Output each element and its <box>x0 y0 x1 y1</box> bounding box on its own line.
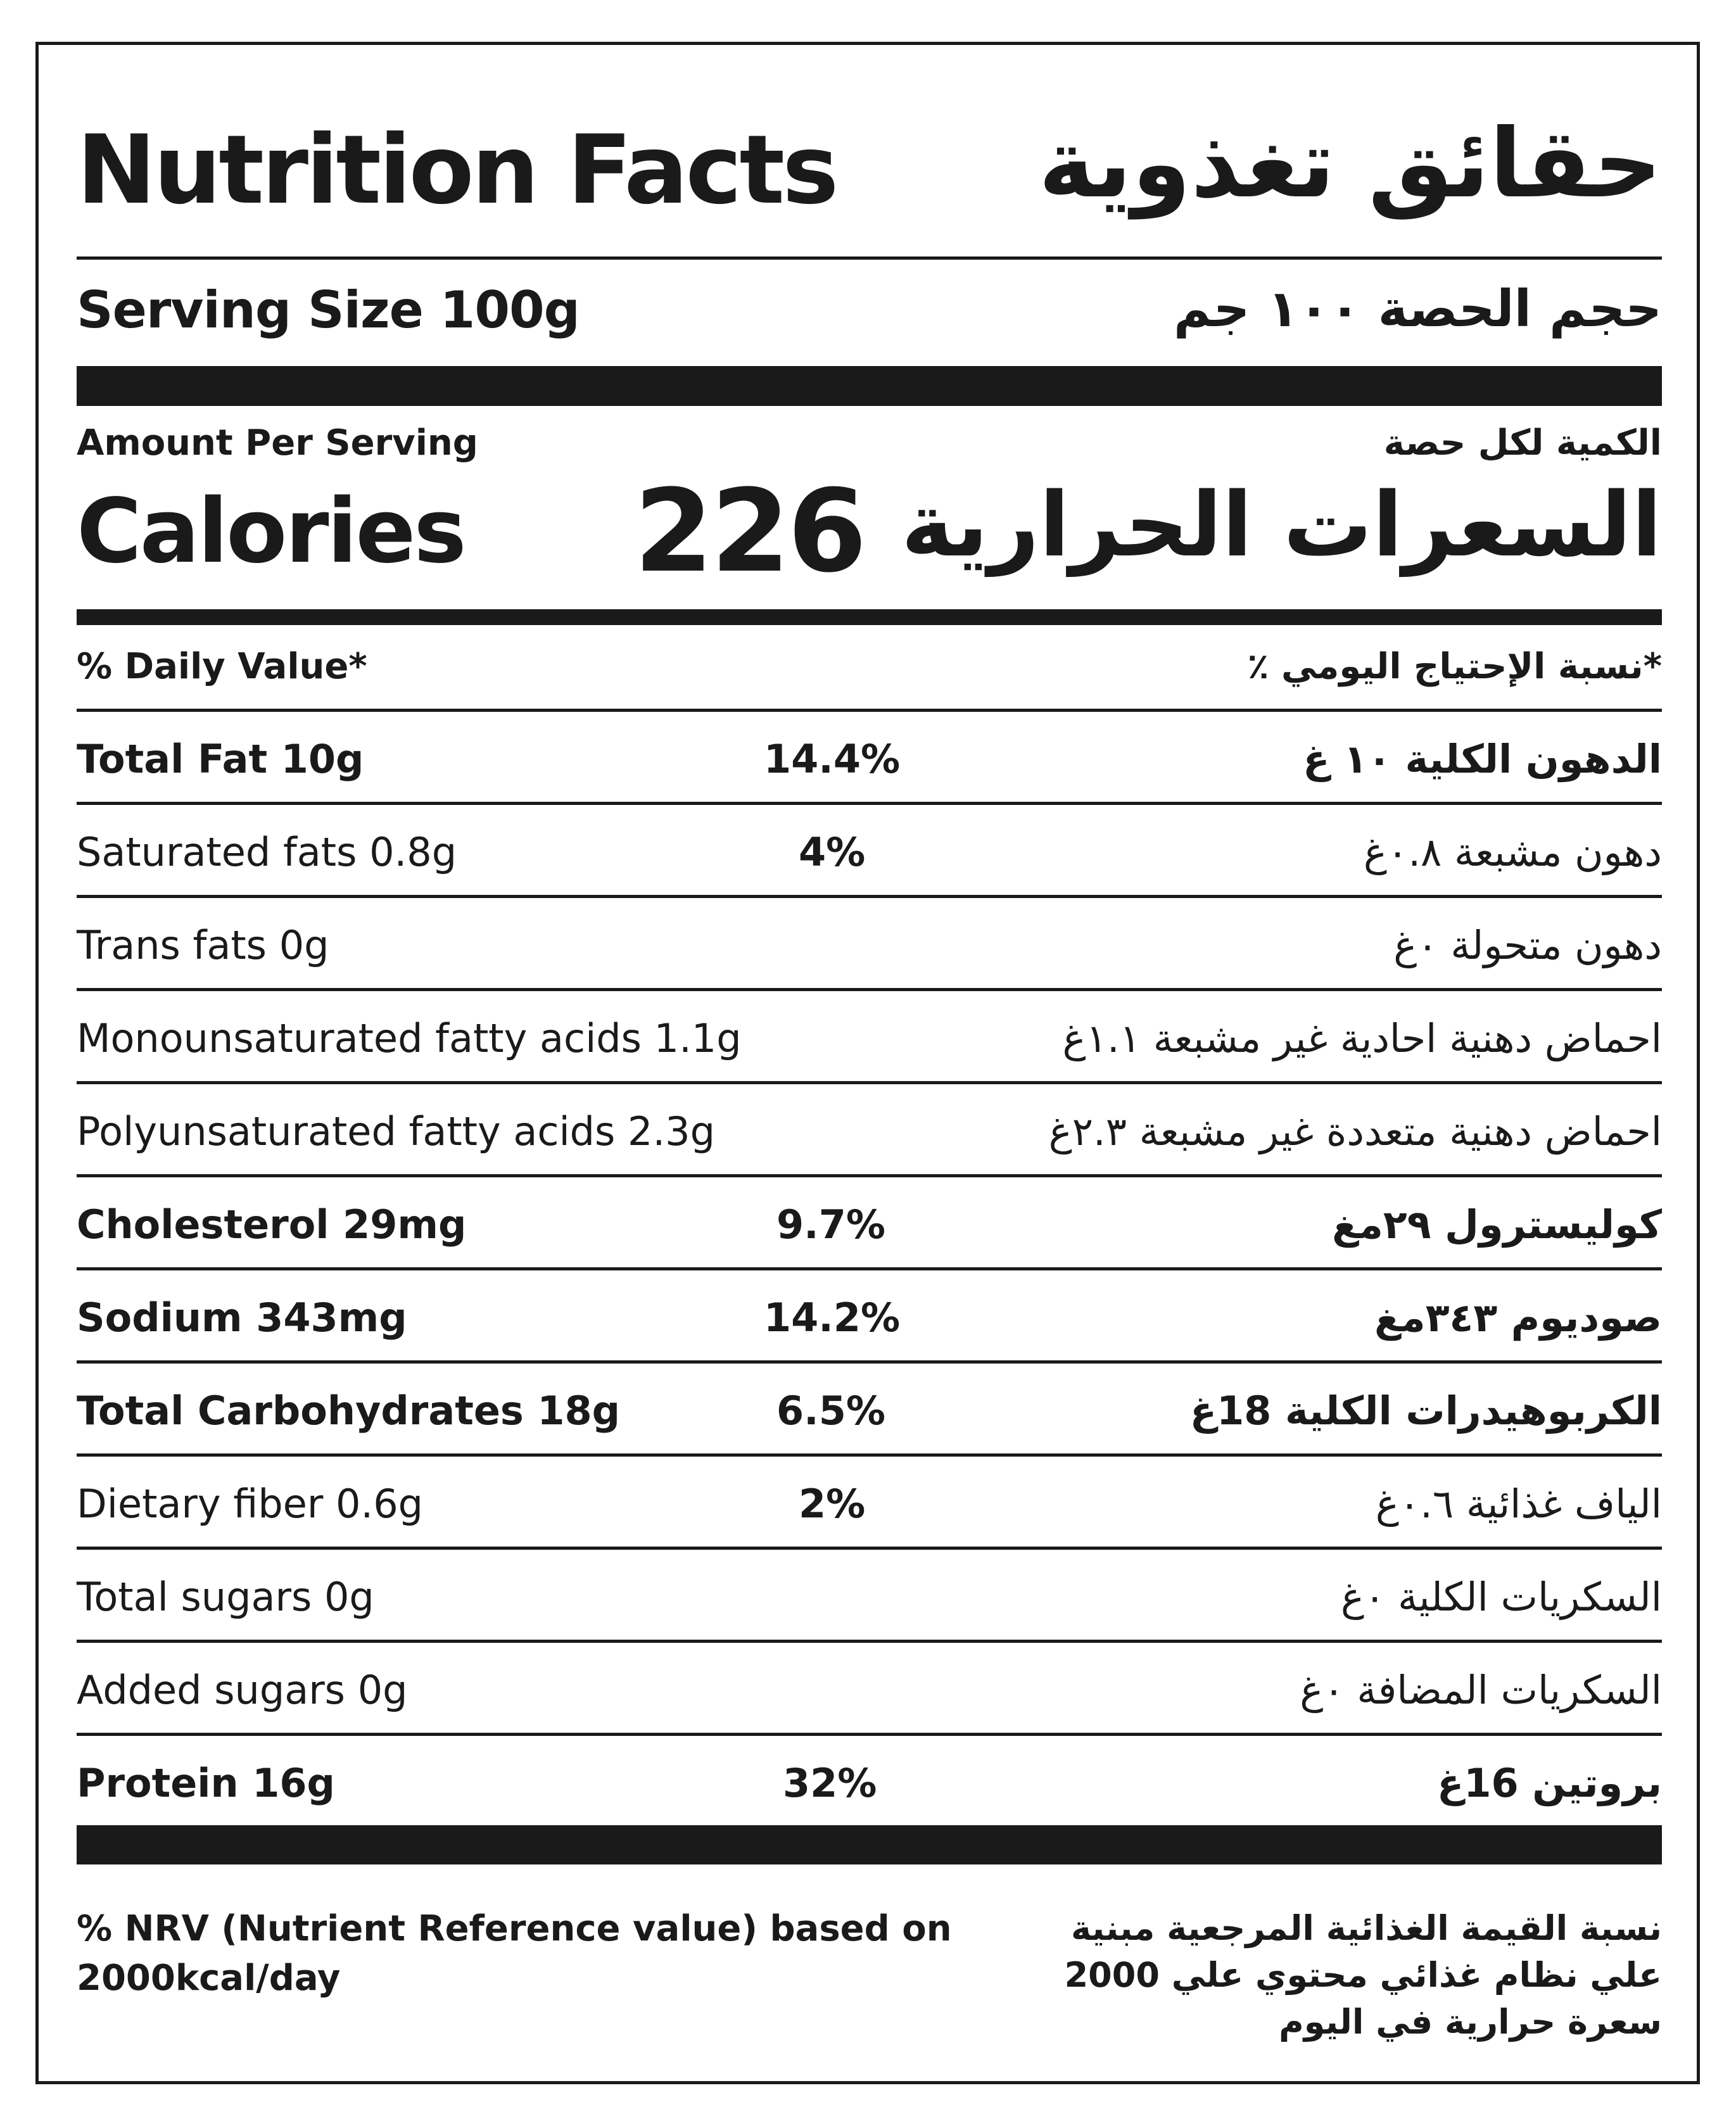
nutrient-name-ar: الياف غذائية ٠.٦غ <box>1375 1481 1662 1527</box>
nutrient-name-ar: السكريات المضافة ٠غ <box>1300 1667 1662 1713</box>
nutrient-row <box>77 1177 1662 1267</box>
nutrient-row <box>77 1643 1662 1733</box>
nutrient-name-ar: الكربوهيدرات الكلية 18غ <box>1189 1388 1662 1434</box>
footnote-block <box>77 1900 1662 2065</box>
title-en: Nutrition Facts <box>77 115 837 225</box>
nutrient-row <box>77 1364 1662 1453</box>
nutrient-percent: 14.2% <box>764 1294 901 1341</box>
nutrient-name-ar: دهون مشبعة ٠.٨غ <box>1364 829 1662 875</box>
nutrient-name-ar: الدهون الكلية ١٠ غ <box>1303 736 1662 782</box>
daily-value-row <box>77 625 1662 711</box>
calories-value: 226 <box>634 465 865 598</box>
nutrient-name-en: Monounsaturated fatty acids 1.1g <box>77 1015 742 1061</box>
nutrient-name-en: Added sugars 0g <box>77 1667 408 1713</box>
nutrient-name-ar: صوديوم ٣٤٣مغ <box>1374 1294 1662 1341</box>
serving-size-ar: حجم الحصة ١٠٠ جم <box>1174 279 1662 338</box>
nutrient-name-en: Dietary fiber 0.6g <box>77 1481 424 1527</box>
title-block <box>77 108 1662 228</box>
medium-divider <box>77 609 1662 625</box>
title-ar: حقائق تغذوية <box>1038 109 1662 219</box>
nutrient-name-ar: احماض دهنية احادية غير مشبعة ١.١غ <box>1062 1015 1662 1061</box>
nutrient-name-en: Protein 16g <box>77 1760 335 1806</box>
calories-label-en: Calories <box>77 480 465 583</box>
nutrient-percent: 6.5% <box>776 1388 885 1434</box>
nutrient-percent: 32% <box>783 1760 877 1806</box>
nutrient-row <box>77 898 1662 988</box>
nutrient-name-en: Total sugars 0g <box>77 1574 374 1620</box>
footnote-ar-line2: علي نظام غذائي محتوي علي 2000 <box>1064 1955 1662 1995</box>
calories-label-ar: السعرات الحرارية <box>901 474 1662 577</box>
nutrient-name-en: Saturated fats 0.8g <box>77 829 457 875</box>
nutrient-name-en: Trans fats 0g <box>77 922 329 968</box>
thick-divider <box>77 1825 1662 1864</box>
nutrient-name-ar: دهون متحولة ٠غ <box>1393 922 1662 968</box>
nutrient-name-en: Sodium 343mg <box>77 1294 407 1341</box>
nutrient-name-ar: السكريات الكلية ٠غ <box>1341 1574 1662 1620</box>
nutrient-row <box>77 712 1662 802</box>
divider <box>77 256 1662 260</box>
nutrient-row <box>77 805 1662 895</box>
amount-per-serving-ar: الكمية لكل حصة <box>1383 422 1662 464</box>
footnote-en-line2: 2000kcal/day <box>77 1958 341 1999</box>
serving-size-row <box>77 279 1662 348</box>
nutrient-name-en: Total Carbohydrates 18g <box>77 1388 621 1434</box>
footnote-ar-line1: نسبة القيمة الغذائية المرجعية مبنية <box>1071 1908 1662 1948</box>
daily-value-en: % Daily Value* <box>77 646 367 687</box>
nutrient-row <box>77 991 1662 1081</box>
nutrient-name-ar: بروتين 16غ <box>1437 1760 1662 1806</box>
nutrient-name-en: Total Fat 10g <box>77 736 364 782</box>
daily-value-ar: *نسبة الإحتياج اليومي ٪ <box>1247 646 1662 687</box>
nutrient-name-ar: كوليسترول ٢٩مغ <box>1332 1201 1662 1248</box>
serving-size-en: Serving Size 100g <box>77 281 580 339</box>
nutrient-percent: 4% <box>799 829 866 875</box>
nutrient-percent: 14.4% <box>764 736 901 782</box>
thick-divider <box>77 366 1662 406</box>
nutrient-row <box>77 1736 1662 1826</box>
nutrient-row <box>77 1550 1662 1640</box>
amount-per-serving-en: Amount Per Serving <box>77 422 478 464</box>
calories-block <box>77 418 1662 608</box>
nutrient-row <box>77 1457 1662 1547</box>
nutrient-percent: 9.7% <box>776 1201 885 1248</box>
nutrient-name-en: Cholesterol 29mg <box>77 1201 467 1248</box>
nutrient-row <box>77 1084 1662 1174</box>
nutrient-percent: 2% <box>799 1481 866 1527</box>
nutrient-row <box>77 1270 1662 1360</box>
nutrient-name-ar: احماض دهنية متعددة غير مشبعة ٢.٣غ <box>1048 1108 1662 1155</box>
footnote-en-line1: % NRV (Nutrient Reference value) based on <box>77 1908 952 1949</box>
nutrient-name-en: Polyunsaturated fatty acids 2.3g <box>77 1108 715 1155</box>
footnote-ar-line3: سعرة حرارية في اليوم <box>1279 2002 1662 2042</box>
